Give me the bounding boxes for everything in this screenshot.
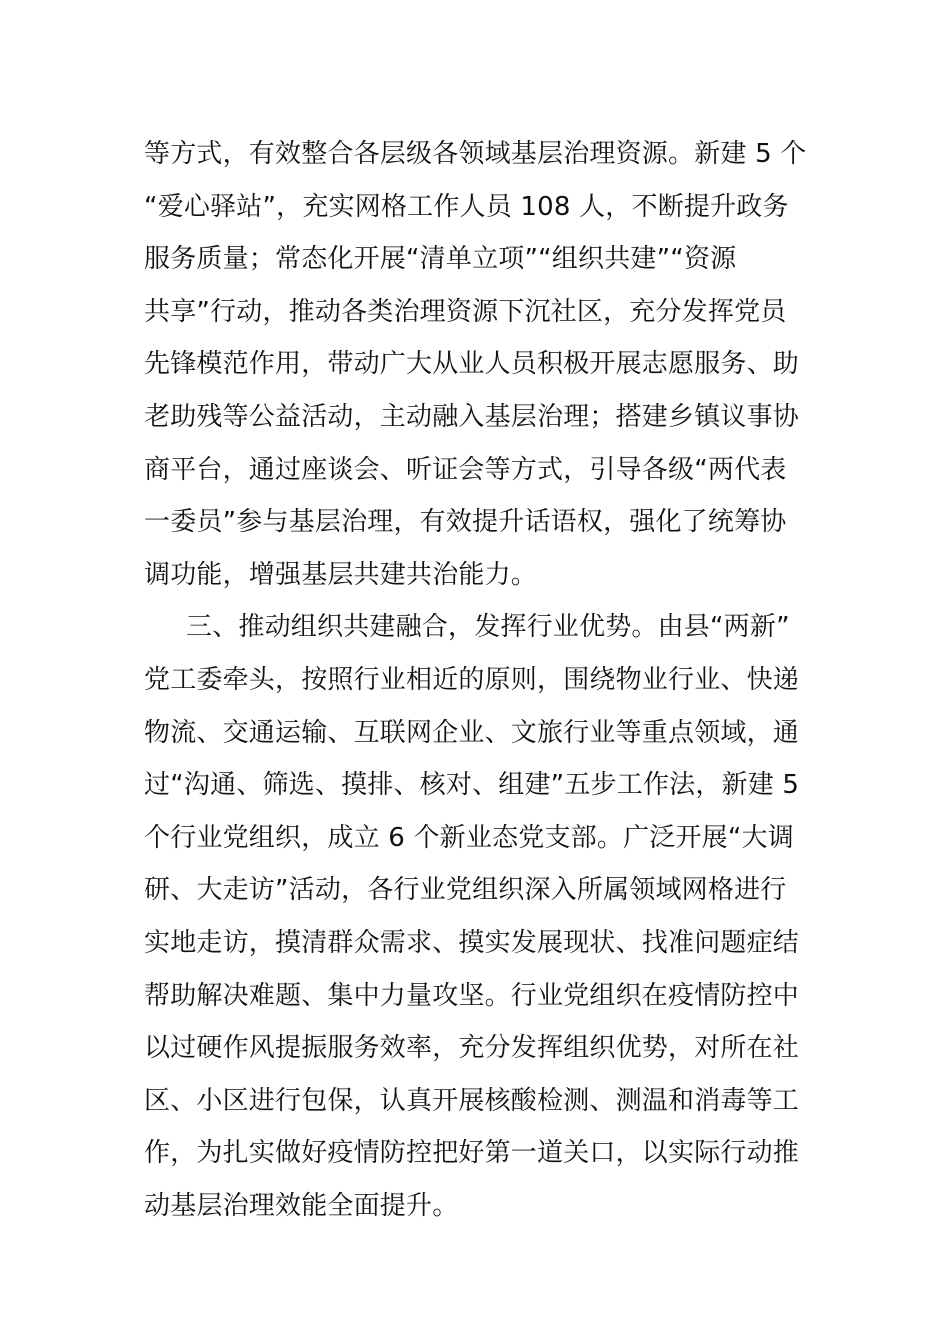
text-line: 服务质量；常态化开展“清单立项”“组织共建”“资源 bbox=[144, 244, 737, 275]
text-line: 以过硬作风提振服务效率，充分发挥组织优势，对所在社 bbox=[144, 1033, 800, 1064]
text-line: 调功能，增强基层共建共治能力。 bbox=[144, 559, 538, 590]
text-line: 个行业党组织，成立 6 个新业态党支部。广泛开展“大调 bbox=[144, 822, 794, 853]
paragraph bbox=[144, 601, 824, 1232]
body-text bbox=[144, 128, 824, 1232]
text-line: 动基层治理效能全面提升。 bbox=[144, 1190, 459, 1221]
text-line: 一委员”参与基层治理，有效提升话语权，强化了统筹协 bbox=[144, 507, 787, 538]
text-line: 老助残等公益活动，主动融入基层治理；搭建乡镇议事协 bbox=[144, 401, 800, 432]
text-line: 研、大走访”活动，各行业党组织深入所属领域网格进行 bbox=[144, 875, 787, 906]
text-line: 先锋模范作用，带动广大从业人员积极开展志愿服务、助 bbox=[144, 349, 800, 380]
text-line: 共享”行动，推动各类治理资源下沉社区，充分发挥党员 bbox=[144, 296, 787, 327]
text-line: 帮助解决难题、集中力量攻坚。行业党组织在疫情防控中 bbox=[144, 980, 800, 1011]
text-line: 实地走访，摸清群众需求、摸实发展现状、找准问题症结 bbox=[144, 927, 800, 958]
text-line: 过“沟通、筛选、摸排、核对、组建”五步工作法，新建 5 bbox=[144, 770, 800, 801]
text-line: 物流、交通运输、互联网企业、文旅行业等重点领域，通 bbox=[144, 717, 800, 748]
text-line: 作，为扎实做好疫情防控把好第一道关口，以实际行动推 bbox=[144, 1138, 800, 1169]
text-line: 党工委牵头，按照行业相近的原则，围绕物业行业、快递 bbox=[144, 664, 800, 695]
paragraph bbox=[144, 128, 824, 601]
text-line: “爱心驿站”，充实网格工作人员 108 人，不断提升政务 bbox=[144, 191, 789, 222]
text-line-indented: 三、推动组织共建融合，发挥行业优势。由县“两新” bbox=[186, 612, 790, 643]
text-line: 商平台，通过座谈会、听证会等方式，引导各级“两代表 bbox=[144, 454, 787, 485]
text-line: 等方式，有效整合各层级各领域基层治理资源。新建 5 个 bbox=[144, 139, 807, 169]
text-line: 区、小区进行包保，认真开展核酸检测、测温和消毒等工 bbox=[144, 1085, 800, 1116]
